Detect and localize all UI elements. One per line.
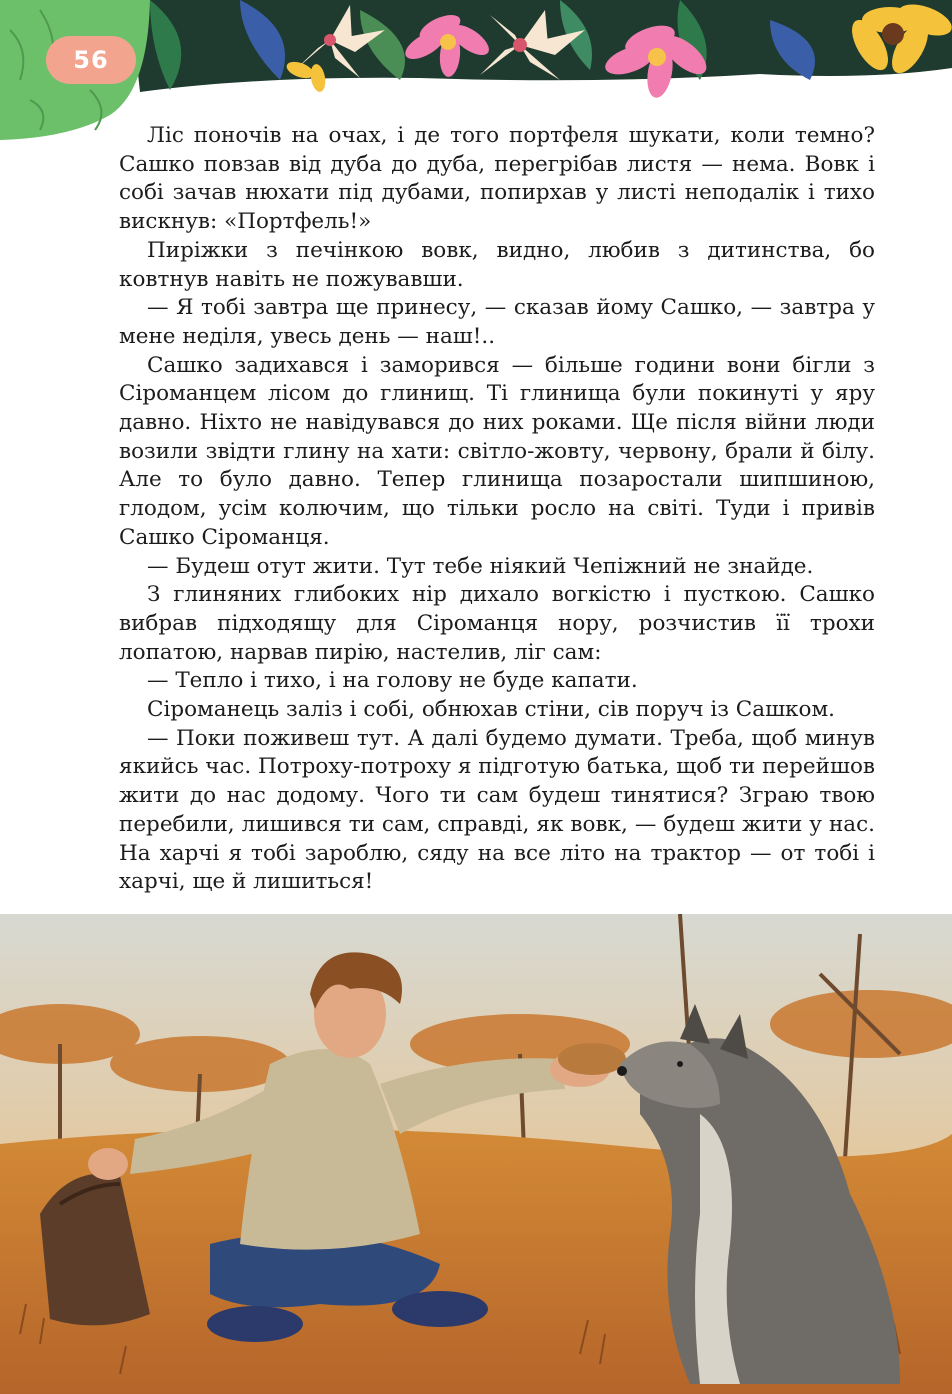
paragraph: Сашко задихався і заморився — більше години вони бігли з Сіроманцем лісом до глинищ. Ті глинища були покинуті у яру давно. Ніхто не навідувався до них роками. Ще після війни люди возили звідти глину на хати: світло-жовту, червону, брали й білу. Але то було давно. Тепер глинища позаростали шипшиною, глодом, усім колючим, що тільки росло на світі. Туди і привів Сашко Сіроманця. <box>119 352 875 550</box>
paragraph: Сіроманець заліз і собі, обнюхав стіни, сів поруч із Сашком. <box>147 697 835 723</box>
boy-feeding-wolf-illustration <box>0 914 952 1394</box>
page-number-badge: 56 <box>46 36 136 84</box>
paragraph: — Поки поживеш тут. А далі будемо думати. Треба, щоб минув якийсь час. Потроху-потроху я підготую батька, щоб ти перейшов жити до нас додому. Чого ти сам будеш тинятися? Зграю твою перебили, лишився ти сам, справді, як вовк, — будеш жити у нас. На харчі я тобі зароблю, сяду на все літо на трактор — от тобі і харчі, ще й лишиться! <box>119 725 875 895</box>
paragraph: Пиріжки з печінкою вовк, видно, любив з дитинства, бо ковтнув навіть не пожувавши. <box>119 237 875 292</box>
floral-header-illustration <box>0 0 952 140</box>
paragraph: — Я тобі завтра ще принесу, — сказав йому Сашко, — завтра у мене неділя, увесь день — наш!.. <box>119 295 875 349</box>
paragraph: Ліс поночів на очах, і де того портфеля шукати, коли темно? Сашко повзав від дуба до дуба, перегрібав листя — нема. Вовк і собі зачав нюхати під дубами, попирхав у листі неподалік і тихо вискнув: «Портфель!» <box>119 123 875 235</box>
story-text <box>119 122 875 897</box>
paragraph: З глиняних глибоких нір дихало вогкістю і пусткою. Сашко вибрав підходящу для Сіроманця нору, розчистив її трохи лопатою, нарвав пирію, настелив, ліг сам: <box>119 582 875 665</box>
paragraph: — Тепло і тихо, і на голову не буде капати. <box>147 668 638 694</box>
paragraph: — Будеш отут жити. Тут тебе ніякий Чепіжний не знайде. <box>147 553 814 579</box>
